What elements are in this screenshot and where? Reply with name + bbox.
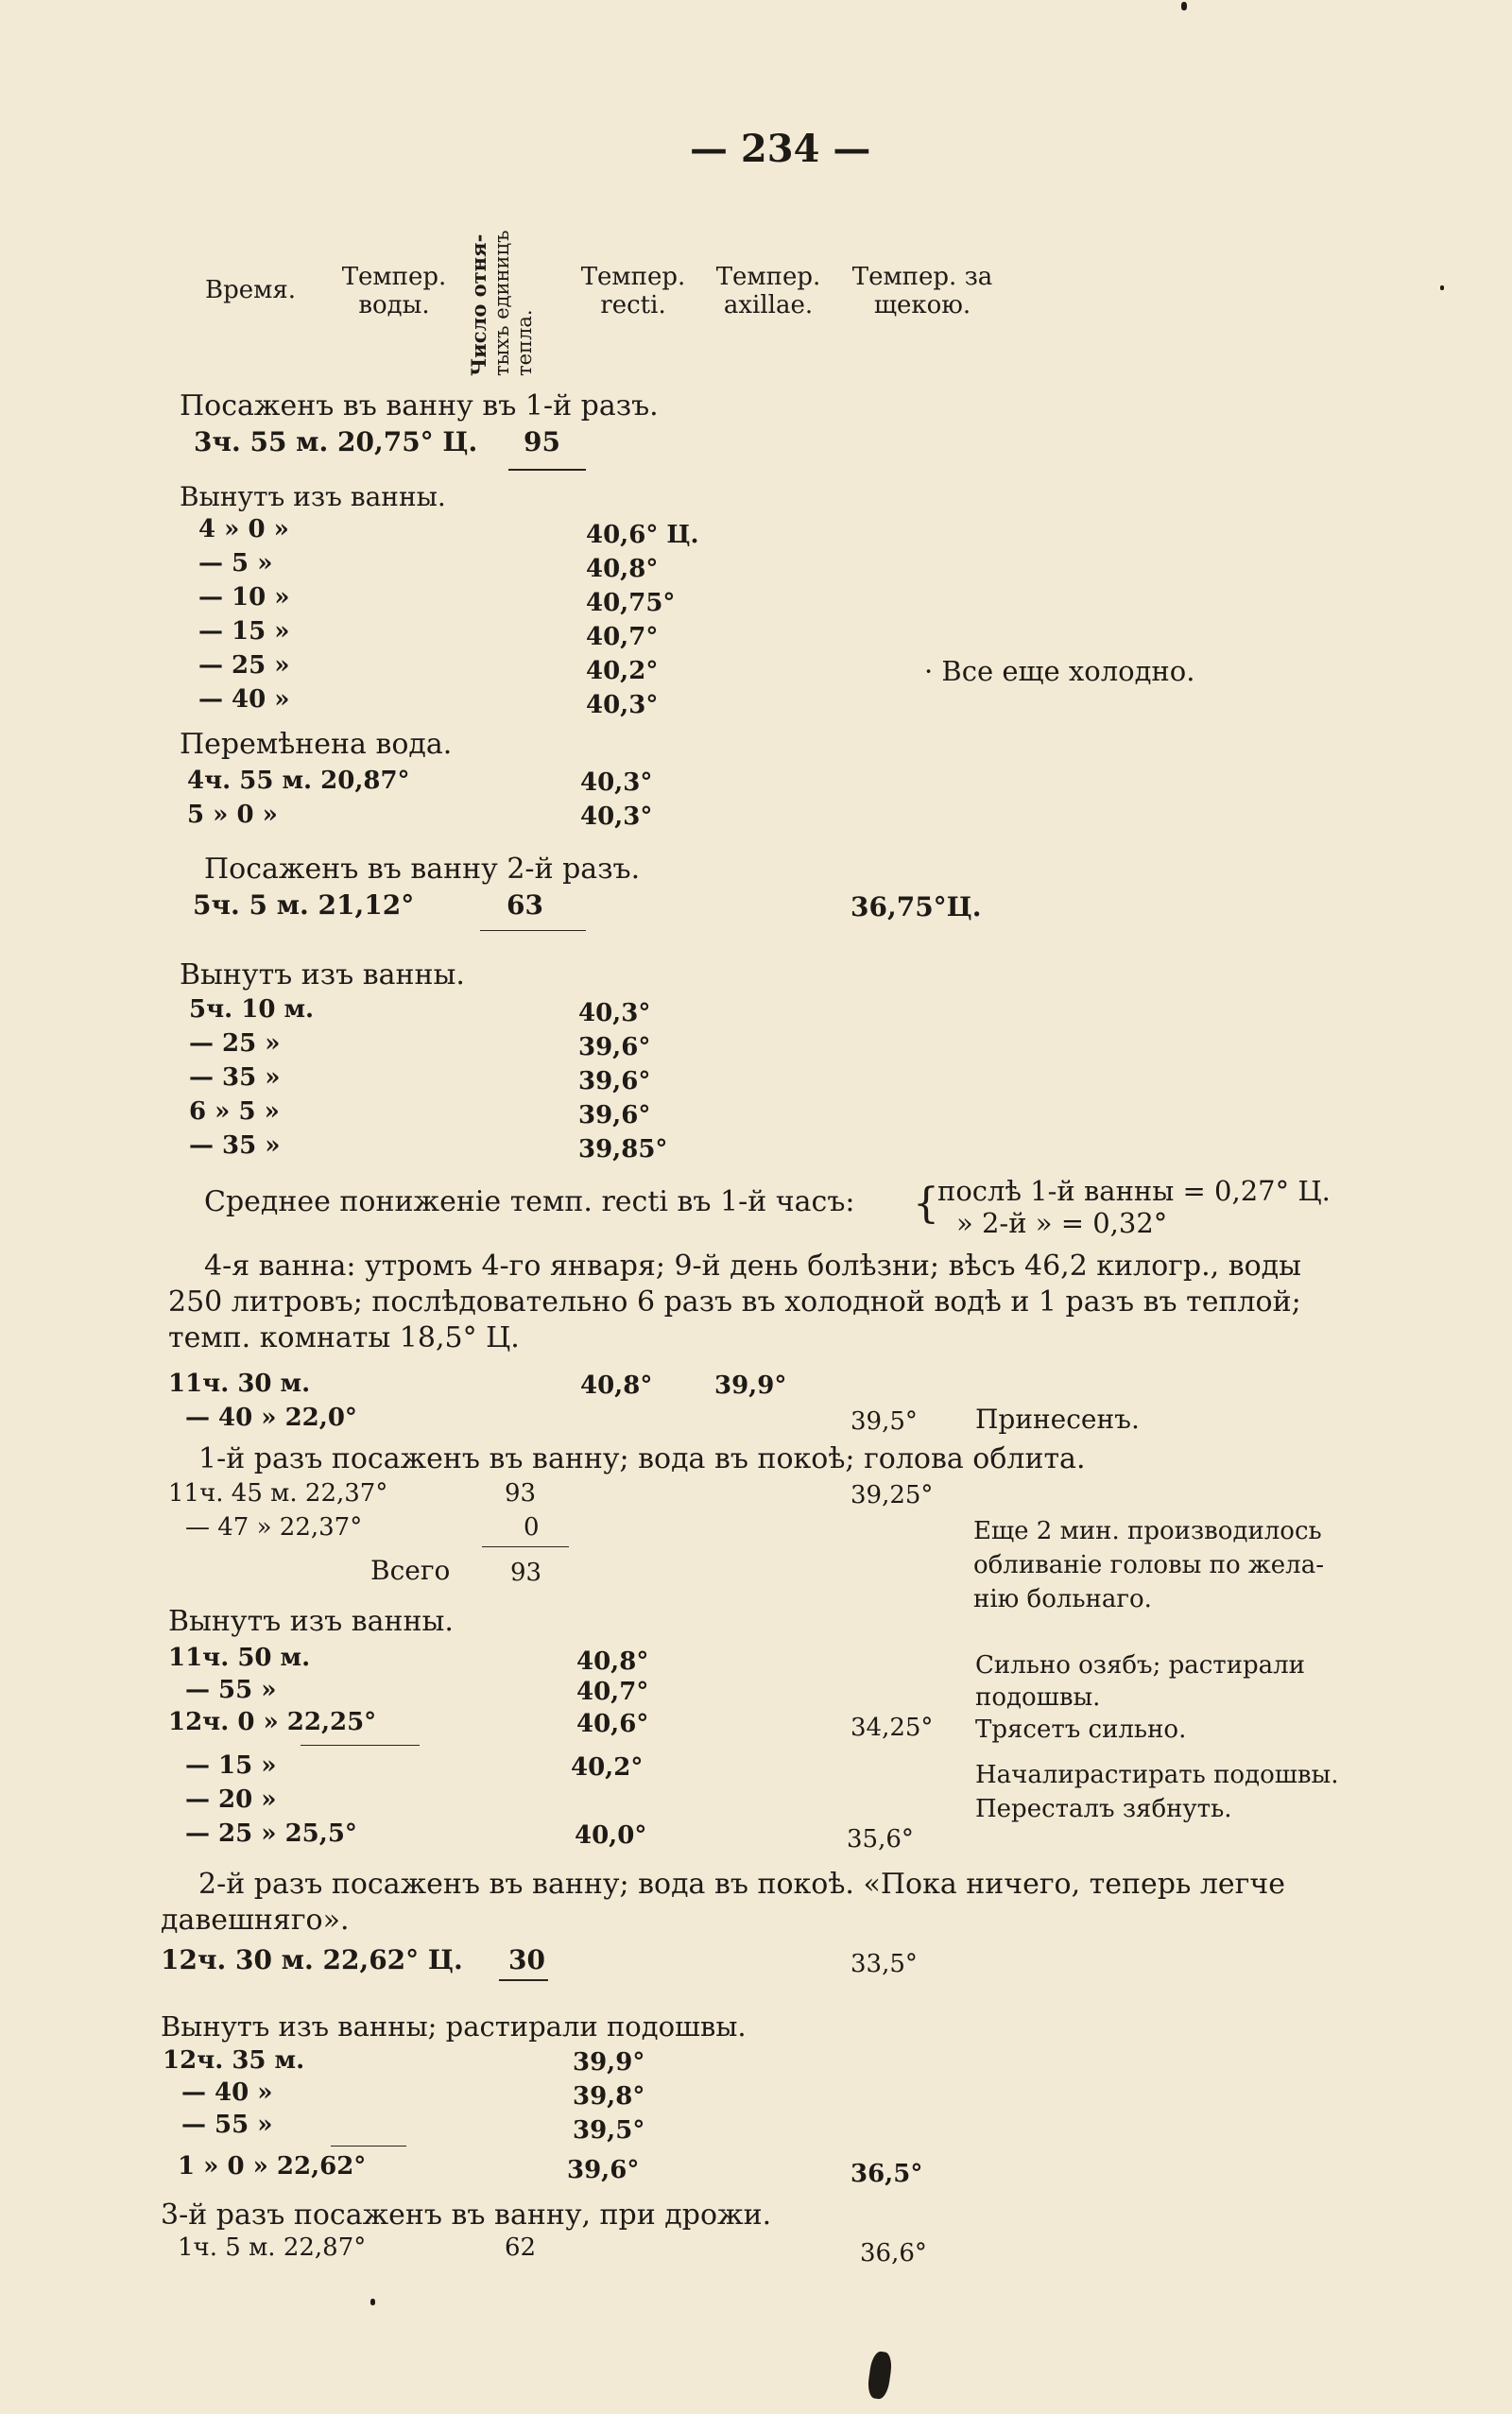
- session2-heading: Посаженъ въ ванну 2-й разъ.: [204, 853, 641, 886]
- ink-blot: [867, 2351, 894, 2401]
- header-time: Время.: [204, 276, 297, 304]
- header-units-line3: тепла.: [513, 309, 536, 376]
- session1-units: 95: [524, 426, 560, 457]
- bath4-immersion3-heading: 3-й разъ посаженъ въ ванну, при дрожи.: [161, 2198, 772, 2232]
- bath4-row-time: 12ч. 35 м.: [163, 2046, 305, 2075]
- bath4-row-time: — 55 »: [181, 2111, 273, 2139]
- summary-label: Среднее пониженіе темп. recti въ 1-й часъ:: [204, 1185, 855, 1218]
- total-rule: [480, 930, 586, 931]
- bath4-row-recti: 40,8°: [576, 1647, 649, 1676]
- summary-line2: » 2-й » = 0,32°: [956, 1207, 1168, 1239]
- water-changed: Перемѣнена вода.: [180, 728, 453, 761]
- bath4-row-note: Еще 2 мин. производилось: [973, 1517, 1322, 1545]
- session1-row-recti: 40,3°: [586, 691, 659, 719]
- session2-row-time: — 35 »: [189, 1131, 281, 1160]
- bath4-immersion1-heading: 1-й разъ посаженъ въ ванну; вода въ покоѣ; голова облита.: [198, 1442, 1086, 1475]
- summary-brace: {: [913, 1180, 939, 1228]
- bath4-row-cheek: 33,5°: [850, 1950, 918, 1978]
- session2-row-recti: 39,6°: [578, 1067, 651, 1095]
- header-cheek: Темпер. за щекою.: [851, 263, 993, 319]
- bath4-row-recti: 39,6°: [567, 2156, 640, 2184]
- session1-note: · Все еще холодно.: [924, 655, 1195, 687]
- bath4-row-time: 1 » 0 » 22,62°: [178, 2152, 367, 2181]
- bath4-row-cheek: 34,25°: [850, 1714, 934, 1742]
- bath4-row-recti: 40,6°: [576, 1710, 649, 1738]
- session1-row-recti: 40,3°: [580, 768, 653, 797]
- header-units-line2: тыхъ единицъ: [490, 230, 513, 376]
- session2-row-recti: 39,6°: [578, 1033, 651, 1061]
- session1-row-recti: 40,7°: [586, 623, 659, 651]
- header-units-line1: Число отня-: [467, 233, 490, 376]
- bath4-row-units: 93: [505, 1479, 537, 1508]
- bath4-row-units: 30: [508, 1944, 545, 1975]
- bath4-row-axillae: 39,9°: [714, 1371, 787, 1400]
- bath4-row-note: Трясетъ сильно.: [975, 1716, 1187, 1744]
- session2-removed: Вынутъ изъ ванны.: [180, 958, 465, 991]
- session1-row-recti: 40,2°: [586, 657, 659, 685]
- session1-row-time: — 15 »: [198, 617, 290, 646]
- bath4-row-recti: 40,2°: [571, 1753, 644, 1782]
- session1-row-time: — 25 »: [198, 651, 290, 680]
- session2-row-time: 6 » 5 »: [189, 1097, 280, 1126]
- session2-row-recti: 39,85°: [578, 1135, 668, 1164]
- bath4-description-line2: 250 литровъ; послѣдовательно 6 разъ въ холодной водѣ и 1 разъ въ теплой;: [168, 1285, 1301, 1319]
- bath4-removed: Вынутъ изъ ванны.: [168, 1605, 454, 1638]
- session1-row-time: — 40 »: [198, 685, 290, 714]
- total-rule: [301, 1745, 420, 1746]
- session2-row-recti: 39,6°: [578, 1101, 651, 1129]
- bath4-row-note: Принесенъ.: [975, 1404, 1140, 1435]
- session1-row-time: — 5 »: [198, 549, 273, 578]
- session1-row-recti: 40,75°: [586, 589, 676, 617]
- bath4-row-time: — 47 » 22,37°: [185, 1513, 363, 1542]
- bath4-removed-rubbed: Вынутъ изъ ванны; растирали подошвы.: [161, 2010, 747, 2043]
- bath4-row-time: — 20 »: [185, 1785, 277, 1814]
- bath4-row-units: 62: [505, 2233, 537, 2262]
- bath4-row-cheek: 39,25°: [850, 1481, 934, 1509]
- session1-row-time: 4 » 0 »: [198, 515, 289, 543]
- total-rule: [508, 469, 586, 471]
- ink-spot: [1181, 2, 1187, 10]
- session1-heading: Посаженъ въ ванну въ 1-й разъ.: [180, 389, 659, 422]
- session2-units: 63: [507, 889, 543, 921]
- bath4-row-cheek: 39,5°: [850, 1407, 918, 1436]
- bath4-row-time: 1ч. 5 м. 22,87°: [178, 2233, 367, 2262]
- ink-spot: [370, 2299, 375, 2305]
- session1-row-time: — 10 »: [198, 583, 290, 612]
- bath4-row-recti: 39,8°: [573, 2082, 645, 2111]
- bath4-row-time: — 40 »: [181, 2078, 273, 2107]
- session2-row-time: — 35 »: [189, 1063, 281, 1092]
- bath4-immersion2-heading-cont: давешняго».: [161, 1904, 350, 1937]
- bath4-row-time: 12ч. 30 м. 22,62° Ц.: [161, 1944, 463, 1975]
- session1-row-time: 5 » 0 »: [187, 801, 278, 829]
- bath4-row-note: Пересталъ зябнуть.: [975, 1795, 1232, 1823]
- total-value: 93: [510, 1559, 542, 1587]
- total-rule: [499, 1979, 548, 1981]
- bath4-row-time: — 25 » 25,5°: [185, 1819, 357, 1848]
- bath4-row-time: — 55 »: [185, 1676, 277, 1704]
- session1-row-recti: 40,6° Ц.: [586, 521, 699, 549]
- total-rule: [482, 1546, 569, 1547]
- session1-row-time: 4ч. 55 м. 20,87°: [187, 767, 410, 795]
- bath4-description-line3: темп. комнаты 18,5° Ц.: [168, 1321, 520, 1354]
- bath4-row-note: Сильно озябъ; растирали: [975, 1651, 1306, 1680]
- bath4-row-time: 11ч. 50 м.: [168, 1644, 311, 1672]
- bath4-row-recti: 39,5°: [573, 2116, 645, 2145]
- bath4-row-cheek: 36,5°: [850, 2160, 923, 2188]
- bath4-row-note: нію больнаго.: [973, 1585, 1152, 1613]
- header-water: Темпер. воды.: [341, 263, 447, 319]
- total-rule: [331, 2146, 406, 2147]
- session1-removed: Вынутъ изъ ванны.: [180, 481, 446, 512]
- session2-row-time: — 25 »: [189, 1029, 281, 1058]
- bath4-row-note: подошвы.: [975, 1683, 1101, 1712]
- session2-row-recti: 40,3°: [578, 999, 651, 1027]
- page-number: — 234 —: [690, 127, 871, 171]
- bath4-row-note: Началирастирать подошвы.: [975, 1761, 1339, 1789]
- header-axillae: Темпер. axillae.: [715, 263, 821, 319]
- bath4-row-recti: 40,8°: [580, 1371, 653, 1400]
- bath4-row-recti: 40,7°: [576, 1678, 649, 1706]
- bath4-row-cheek: 35,6°: [847, 1825, 914, 1854]
- bath4-row-time: 12ч. 0 » 22,25°: [168, 1708, 377, 1736]
- header-recti: Темпер. recti.: [580, 263, 686, 319]
- bath4-row-note: обливаніе головы по жела-: [973, 1551, 1324, 1579]
- session1-time: 3ч. 55 м. 20,75° Ц.: [194, 426, 478, 457]
- bath4-immersion2-heading: 2-й разъ посаженъ въ ванну; вода въ покоѣ. «Пока ничего, теперь легче: [198, 1868, 1285, 1901]
- bath4-row-time: — 15 »: [185, 1751, 277, 1780]
- bath4-row-recti: 40,0°: [575, 1821, 647, 1850]
- ink-spot: [1440, 285, 1444, 290]
- bath4-row-units: 0: [524, 1513, 540, 1542]
- total-label: Всего: [370, 1555, 451, 1586]
- session2-cheek: 36,75°Ц.: [850, 891, 982, 922]
- bath4-row-cheek: 36,6°: [860, 2239, 927, 2267]
- session1-row-recti: 40,8°: [586, 555, 659, 583]
- session2-row-time: 5ч. 10 м.: [189, 995, 315, 1024]
- bath4-description-line1: 4-я ванна: утромъ 4-го января; 9-й день болѣзни; вѣсъ 46,2 килогр., воды: [204, 1250, 1302, 1283]
- session1-row-recti: 40,3°: [580, 802, 653, 831]
- summary-line1: послѣ 1-й ванны = 0,27° Ц.: [937, 1175, 1331, 1207]
- session2-time: 5ч. 5 м. 21,12°: [193, 889, 415, 921]
- bath4-row-time: 11ч. 45 м. 22,37°: [168, 1479, 388, 1508]
- bath4-row-recti: 39,9°: [573, 2048, 645, 2077]
- bath4-row-time: 11ч. 30 м.: [168, 1370, 311, 1398]
- bath4-row-time: — 40 » 22,0°: [185, 1404, 357, 1432]
